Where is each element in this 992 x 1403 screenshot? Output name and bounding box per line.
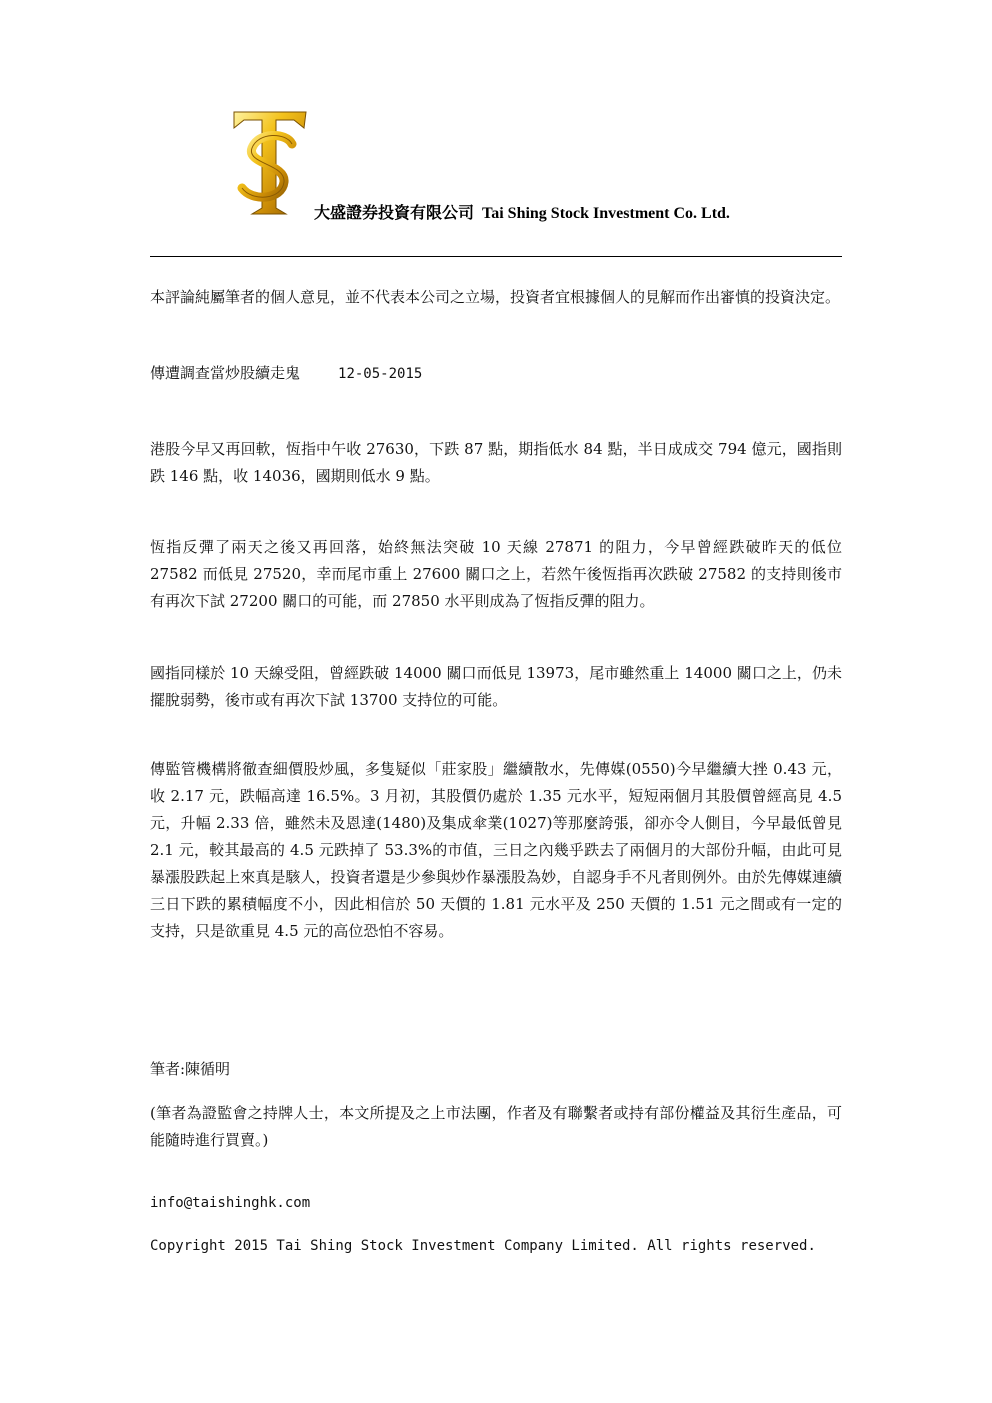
disclaimer: 本評論純屬筆者的個人意見，並不代表本公司之立場，投資者宜根據個人的見解而作出審慎的投資決定。 <box>150 288 841 306</box>
article-date: 12-05-2015 <box>338 366 423 382</box>
author-line: 筆者:陳循明 <box>150 1060 231 1078</box>
article-heading <box>150 360 842 388</box>
ts-logo-icon <box>228 108 310 220</box>
paragraph-hscei-analysis: 國指同樣於 10 天線受阻，曾經跌破 14000 關口而低見 13973，尾市雖然重上 14000 關口之上，仍未擺脫弱勢，後市或有再次下試 13700 支持位的可能。 <box>150 664 842 709</box>
article-title: 傳遭調查當炒股續走鬼 <box>150 364 301 382</box>
paragraph-market-summary: 港股今早又再回軟，恆指中午收 27630，下跌 87 點，期指低水 84 點，半日成成交 794 億元，國指則跌 146 點，收 14036，國期則低水 9 點。 <box>150 440 842 485</box>
header-divider <box>150 256 842 257</box>
copyright-notice: Copyright 2015 Tai Shing Stock Investment Company Limited. All rights reserved. <box>150 1238 816 1254</box>
contact-email[interactable]: info@taishinghk.com <box>150 1195 311 1211</box>
company-name-en: Tai Shing Stock Investment Co. Ltd. <box>482 205 730 222</box>
company-name-zh: 大盛證券投資有限公司 <box>314 205 475 222</box>
paragraph-stock-commentary: 傳監管機構將徹查細價股炒風，多隻疑似「莊家股」繼續散水，先傳媒(0550)今早繼續大挫 0.43 元，收 2.17 元，跌幅高達 16.5%。3 月初，其股價仍處於 1.35 元水平，短短兩個月其股價曾經高見 4.5 元，升幅 2.33 倍，雖然未及恩達(1480)及集成傘業(1027)等那麼誇張，卻亦令人側目，今早最低曾見 2.1 元，較其最高的 4.5 元跌掉了 53.3%的市值，三日之內幾乎跌去了兩個月的大部份升幅，由此可見暴漲股跌起上來真是駭人，投資者還是少參與炒作暴漲股為妙，自認身手不凡者則例外。由於先傳媒連續三日下跌的累積幅度不小，因此相信於 50 天價的 1.81 元水平及 250 天價的 1.51 元之間或有一定的支持，只是欲重見 4.5 元的高位恐怕不容易。 <box>150 760 842 940</box>
paragraph-hsi-analysis: 恆指反彈了兩天之後又再回落，始終無法突破 10 天線 27871 的阻力，今早曾經跌破昨天的低位 27582 而低見 27520，幸而尾市重上 27600 關口之上，若然午後恆指再次跌破 27582 的支持則後市有再次下試 27200 關口的可能，而 27850 水平則成為了恆指反彈的阻力。 <box>150 538 842 610</box>
author-disclosure: (筆者為證監會之持牌人士，本文所提及之上市法團，作者及有聯繫者或持有部份權益及其衍生產品，可能隨時進行買賣。) <box>150 1104 842 1149</box>
company-name <box>314 200 730 223</box>
